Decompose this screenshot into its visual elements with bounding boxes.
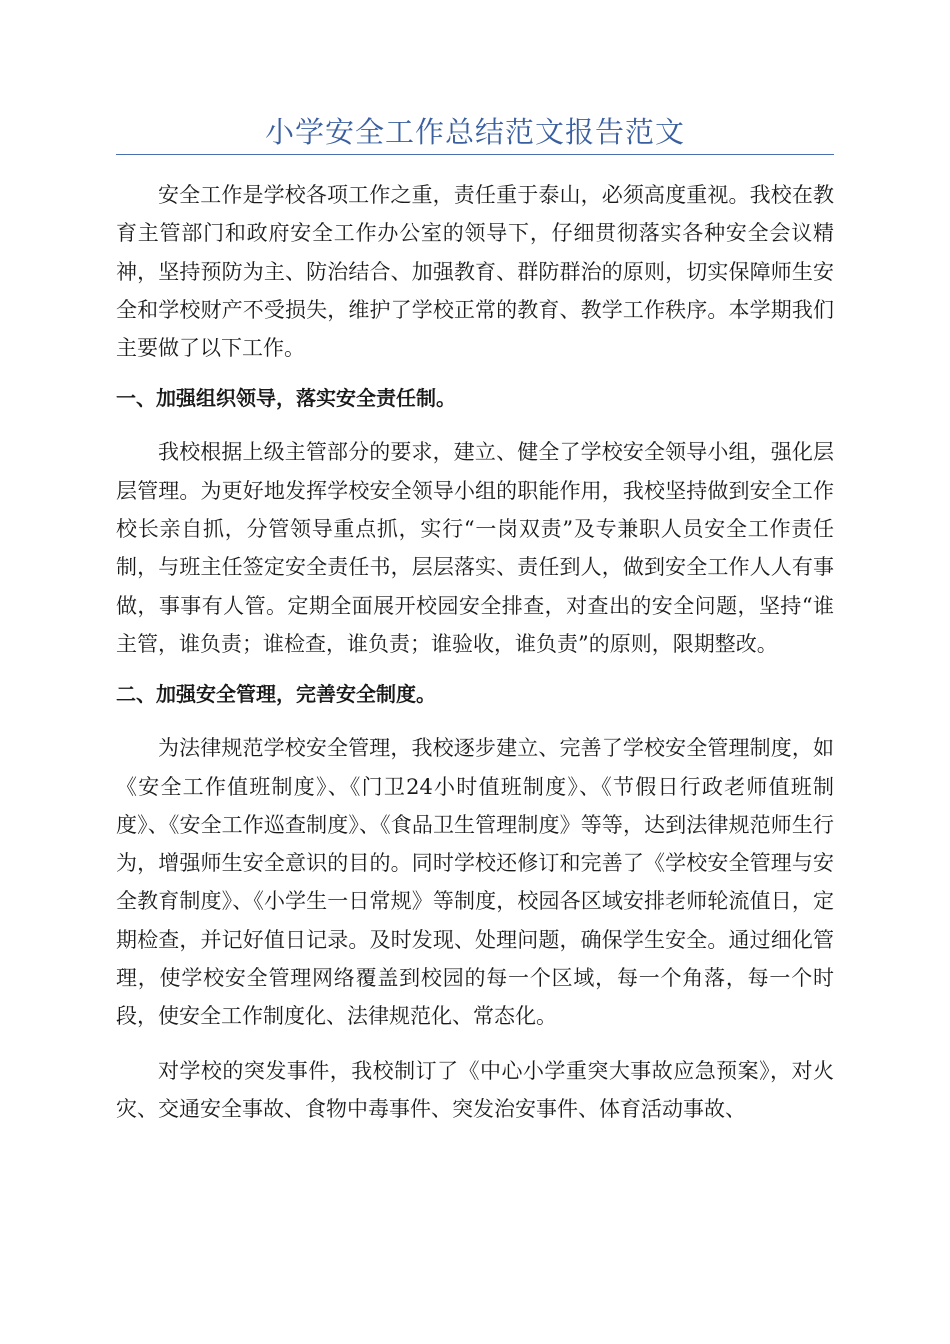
document-body [116, 176, 834, 1128]
intro-paragraph: 安全工作是学校各项工作之重，责任重于泰山，必须高度重视。我校在教育主管部门和政府安全工作办公室的领导下，仔细贯彻落实各种安全会议精神，坚持预防为主、防治结合、加强教育、群防群治的原则，切实保障师生安全和学校财产不受损失，维护了学校正常的教育、教学工作秩序。本学期我们主要做了以下工作。 [116, 183, 834, 361]
section-2-paragraph-1: 为法律规范学校安全管理，我校逐步建立、完善了学校安全管理制度，如《安全工作值班制度》、《门卫24小时值班制度》、《节假日行政老师值班制度》、《安全工作巡查制度》、《食品卫生管理制度》等等，达到法律规范师生行为，增强师生安全意识的目的。同时学校还修订和完善了《学校安全管理与安全教育制度》、《小学生一日常规》等制度，校园各区域安排老师轮流值日，定期检查，并记好值日记录。及时发现、处理问题，确保学生安全。通过细化管理，使学校安全管理网络覆盖到校园的每一个区域，每一个角落，每一个时段，使安全工作制度化、法律规范化、常态化。 [116, 736, 834, 1029]
title-underline [116, 154, 834, 155]
document-title: 小学安全工作总结范文报告范文 [264, 115, 685, 149]
section-2-paragraph-2: 对学校的突发事件，我校制订了《中心小学重突大事故应急预案》，对火灾、交通安全事故、食物中毒事件、突发治安事件、体育活动事故、 [116, 1058, 834, 1121]
section-1-paragraph-1: 我校根据上级主管部分的要求，建立、健全了学校安全领导小组，强化层层管理。为更好地发挥学校安全领导小组的职能作用，我校坚持做到安全工作校长亲自抓，分管领导重点抓，实行“一岗双责”及专兼职人员安全工作责任制，与班主任签定安全责任书，层层落实、责任到人，做到安全工作人人有事做，事事有人管。定期全面展开校园安全排查，对查出的安全问题，坚持“谁主管，谁负责；谁检查，谁负责；谁验收，谁负责”的原则，限期整改。 [116, 440, 834, 656]
section-heading-1: 一、加强组织领导，落实安全责任制。 [116, 386, 456, 411]
section-heading-2: 二、加强安全管理，完善安全制度。 [116, 682, 436, 707]
